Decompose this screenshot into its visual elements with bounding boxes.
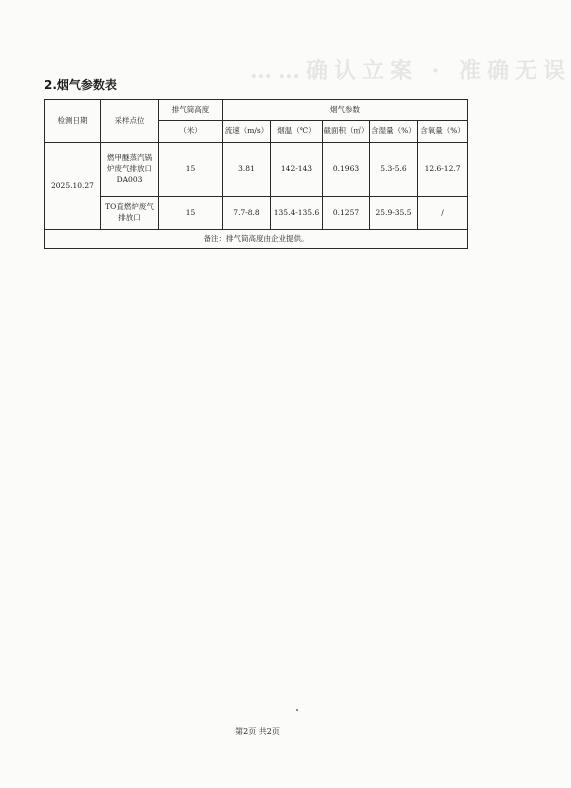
header-date: 检测日期: [45, 100, 101, 143]
cell-moisture-content: 5.3-5.6: [370, 143, 418, 197]
location-line: TO直燃炉废气: [105, 202, 154, 212]
table-note: 备注：排气筒高度由企业提供。: [45, 230, 468, 249]
cell-flue-temperature: 135.4-135.6: [271, 197, 323, 230]
header-stack-height: 排气筒高度: [159, 100, 223, 121]
section-title: 2.烟气参数表: [44, 78, 117, 92]
cell-flow-velocity: 3.81: [223, 143, 271, 197]
header-cross-section-area: 截面积（㎡）: [323, 121, 370, 143]
cell-flue-temperature: 142-143: [271, 143, 323, 197]
header-location: 采样点位: [101, 100, 159, 143]
table-row: [45, 143, 468, 197]
cell-stack-height: 15: [159, 143, 223, 197]
cell-test-date: 2025.10.27: [45, 143, 101, 230]
cell-location: [101, 197, 159, 230]
cell-moisture-content: 25.9-35.5: [370, 197, 418, 230]
note-row: [45, 230, 468, 249]
header-oxygen-content: 含氧量（%）: [418, 121, 468, 143]
flue-gas-parameter-table: [44, 99, 468, 249]
table-row: [45, 197, 468, 230]
location-line: 排放口: [118, 213, 141, 222]
cell-stack-height: 15: [159, 197, 223, 230]
header-stack-height-unit: （米）: [159, 121, 223, 143]
location-line: DA003: [116, 174, 143, 184]
header-flow-velocity: 流速（m/s）: [223, 121, 271, 143]
header-flue-temperature: 烟温（℃）: [271, 121, 323, 143]
cell-oxygen-content: /: [418, 197, 468, 230]
bleed-through-text: ……确认立案 · 准确无误: [250, 58, 571, 84]
location-line: 炉废气排放口: [107, 164, 152, 174]
cell-cross-section-area: 0.1257: [323, 197, 370, 230]
cell-location: [101, 143, 159, 197]
cell-oxygen-content: 12.6-12.7: [418, 143, 468, 197]
cell-flow-velocity: 7.7-8.8: [223, 197, 271, 230]
scan-speck: [296, 709, 298, 711]
page-number-footer: 第2页 共2页: [235, 727, 280, 736]
header-moisture-content: 含湿量（%）: [370, 121, 418, 143]
header-flue-gas-group: 烟气参数: [223, 100, 468, 121]
header-row-1: [45, 100, 468, 121]
location-line: 燃甲醚蒸汽锅: [107, 153, 152, 163]
cell-cross-section-area: 0.1963: [323, 143, 370, 197]
